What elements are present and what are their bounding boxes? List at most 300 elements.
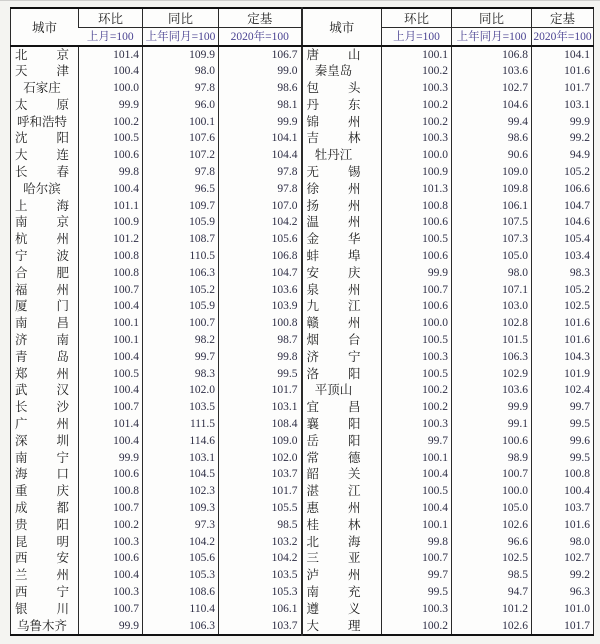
yoy-index-cell: 98.5	[452, 567, 532, 584]
city-name: 大理	[306, 618, 361, 633]
city-cell	[11, 399, 79, 416]
mom-index-cell: 100.1	[79, 332, 143, 349]
city-cell	[302, 248, 382, 265]
city-cell	[11, 332, 79, 349]
base-index-cell: 99.0	[219, 63, 302, 80]
base-index-cell: 105.6	[219, 231, 302, 248]
base-index-cell: 105.5	[219, 500, 302, 517]
yoy-index-cell: 106.3	[452, 349, 532, 366]
mom-index-cell: 99.5	[382, 584, 452, 601]
city-cell	[302, 500, 382, 517]
base-index-cell: 101.6	[532, 315, 594, 332]
city-cell	[11, 80, 79, 97]
city-cell	[11, 63, 79, 80]
city-name: 武汉	[15, 383, 69, 398]
city-cell	[11, 618, 79, 636]
yoy-index-cell: 107.5	[452, 214, 532, 231]
table-row	[11, 567, 594, 584]
city-name: 常德	[306, 450, 361, 465]
yoy-index-cell: 102.7	[452, 80, 532, 97]
base-index-cell: 104.4	[219, 147, 302, 164]
mom-index-cell: 99.9	[79, 97, 143, 114]
mom-index-cell: 100.1	[382, 450, 452, 467]
base-index-cell: 105.2	[532, 282, 594, 299]
city-name: 重庆	[15, 484, 69, 499]
base-index-cell: 108.4	[219, 416, 302, 433]
base-index-cell: 101.6	[532, 332, 594, 349]
city-name: 烟台	[306, 333, 361, 348]
city-cell	[302, 399, 382, 416]
mom-index-cell: 100.3	[382, 349, 452, 366]
yoy-index-cell: 107.2	[143, 147, 219, 164]
city-cell	[302, 80, 382, 97]
base-index-cell: 103.1	[219, 399, 302, 416]
city-name: 成都	[15, 501, 69, 516]
city-name: 泉州	[306, 282, 361, 297]
city-name: 包头	[306, 81, 361, 96]
city-name: 南宁	[15, 450, 69, 465]
base-index-cell: 101.7	[532, 618, 594, 636]
mom-index-cell: 100.7	[382, 550, 452, 567]
city-cell	[302, 282, 382, 299]
table-row	[11, 382, 594, 399]
city-cell	[11, 315, 79, 332]
city-cell	[302, 298, 382, 315]
city-name: 平顶山	[314, 383, 353, 398]
base-index-cell: 100.8	[532, 466, 594, 483]
mom-index-cell: 100.2	[382, 114, 452, 131]
yoy-index-cell: 108.7	[143, 231, 219, 248]
mom-index-cell: 101.2	[79, 231, 143, 248]
table-row	[11, 399, 594, 416]
city-cell	[302, 349, 382, 366]
yoy-index-cell: 107.6	[143, 130, 219, 147]
base-index-cell: 107.0	[219, 198, 302, 215]
yoy-index-cell: 105.0	[452, 500, 532, 517]
city-cell	[11, 46, 79, 64]
mom-index-cell: 100.6	[79, 466, 143, 483]
city-cell	[302, 450, 382, 467]
city-name: 大连	[15, 148, 69, 163]
yoy-index-cell: 103.5	[143, 399, 219, 416]
city-name: 广州	[15, 417, 69, 432]
mom-index-cell: 100.1	[382, 517, 452, 534]
city-name: 昆明	[15, 534, 69, 549]
table-row	[11, 198, 594, 215]
city-name: 湛江	[306, 484, 361, 499]
base-index-cell: 104.7	[532, 198, 594, 215]
base-index-cell: 102.4	[532, 382, 594, 399]
base-index-cell: 104.2	[219, 550, 302, 567]
city-cell	[11, 601, 79, 618]
city-name: 福州	[15, 282, 69, 297]
yoy-index-cell: 102.0	[143, 382, 219, 399]
header-mom-base-left: 上月=100	[79, 28, 143, 46]
base-index-cell: 97.8	[219, 164, 302, 181]
yoy-index-cell: 100.6	[452, 433, 532, 450]
base-index-cell: 97.8	[219, 181, 302, 198]
base-index-cell: 104.2	[219, 214, 302, 231]
base-index-cell: 103.7	[219, 466, 302, 483]
city-name: 宜昌	[306, 400, 361, 415]
city-name: 唐山	[306, 47, 361, 62]
mom-index-cell: 100.8	[79, 265, 143, 282]
base-index-cell: 99.6	[532, 433, 594, 450]
mom-index-cell: 100.7	[382, 282, 452, 299]
city-cell	[11, 97, 79, 114]
city-cell	[302, 618, 382, 636]
table-row	[11, 97, 594, 114]
base-index-cell: 99.5	[219, 366, 302, 383]
yoy-index-cell: 99.1	[452, 416, 532, 433]
city-name: 洛阳	[306, 366, 361, 381]
base-index-cell: 101.9	[532, 366, 594, 383]
yoy-index-cell: 105.9	[143, 298, 219, 315]
yoy-index-cell: 106.3	[143, 618, 219, 636]
base-index-cell: 109.0	[219, 433, 302, 450]
header-yoy-right: 同比	[452, 8, 532, 28]
mom-index-cell: 100.2	[382, 382, 452, 399]
table-row	[11, 298, 594, 315]
mom-index-cell: 100.0	[382, 315, 452, 332]
header-base-base-right: 2020年=100	[532, 28, 594, 46]
table-row	[11, 130, 594, 147]
city-cell	[302, 584, 382, 601]
base-index-cell: 106.6	[532, 181, 594, 198]
table-row	[11, 147, 594, 164]
mom-index-cell: 99.8	[79, 164, 143, 181]
base-index-cell: 101.7	[219, 382, 302, 399]
mom-index-cell: 100.8	[79, 483, 143, 500]
yoy-index-cell: 102.5	[452, 550, 532, 567]
header-yoy-base-left: 上年同月=100	[143, 28, 219, 46]
mom-index-cell: 100.5	[382, 332, 452, 349]
base-index-cell: 103.7	[219, 618, 302, 636]
city-name: 三亚	[306, 551, 361, 566]
yoy-index-cell: 98.3	[143, 366, 219, 383]
mom-index-cell: 100.4	[382, 500, 452, 517]
mom-index-cell: 100.0	[382, 147, 452, 164]
base-index-cell: 99.2	[532, 567, 594, 584]
table-row	[11, 483, 594, 500]
city-name: 北京	[15, 47, 69, 62]
base-index-cell: 98.6	[219, 80, 302, 97]
city-cell	[11, 130, 79, 147]
table-row	[11, 366, 594, 383]
mom-index-cell: 100.6	[79, 550, 143, 567]
mom-index-cell: 100.2	[79, 517, 143, 534]
city-cell	[302, 231, 382, 248]
city-name: 牡丹江	[314, 148, 353, 163]
city-name: 贵阳	[15, 517, 69, 532]
table-row	[11, 63, 594, 80]
city-cell	[11, 366, 79, 383]
base-index-cell: 94.9	[532, 147, 594, 164]
mom-index-cell: 100.4	[79, 63, 143, 80]
base-index-cell: 103.5	[219, 567, 302, 584]
city-name: 宁波	[15, 249, 69, 264]
yoy-index-cell: 94.7	[452, 584, 532, 601]
table-row	[11, 164, 594, 181]
header-mom-right: 环比	[382, 8, 452, 28]
yoy-index-cell: 114.6	[143, 433, 219, 450]
yoy-index-cell: 98.6	[452, 130, 532, 147]
yoy-index-cell: 106.1	[452, 198, 532, 215]
city-cell	[11, 466, 79, 483]
city-cell	[302, 466, 382, 483]
mom-index-cell: 100.1	[79, 315, 143, 332]
city-cell	[11, 181, 79, 198]
base-index-cell: 98.7	[219, 332, 302, 349]
yoy-index-cell: 103.1	[143, 450, 219, 467]
city-name: 襄阳	[306, 417, 361, 432]
city-name: 青岛	[15, 349, 69, 364]
city-cell	[11, 433, 79, 450]
city-name: 沈阳	[15, 131, 69, 146]
city-cell	[302, 416, 382, 433]
header-yoy-left: 同比	[143, 8, 219, 28]
city-name: 兰州	[15, 568, 69, 583]
city-cell	[302, 147, 382, 164]
mom-index-cell: 99.9	[79, 450, 143, 467]
mom-index-cell: 100.4	[79, 298, 143, 315]
city-cell	[11, 147, 79, 164]
table-row	[11, 231, 594, 248]
yoy-index-cell: 107.1	[452, 282, 532, 299]
city-cell	[302, 601, 382, 618]
table-row	[11, 46, 594, 64]
mom-index-cell: 99.9	[79, 618, 143, 636]
yoy-index-cell: 110.4	[143, 601, 219, 618]
table-row	[11, 433, 594, 450]
base-index-cell: 103.7	[532, 500, 594, 517]
base-index-cell: 106.7	[219, 46, 302, 64]
mom-index-cell: 100.4	[382, 466, 452, 483]
city-cell	[302, 63, 382, 80]
base-index-cell: 101.0	[532, 601, 594, 618]
city-name: 安庆	[306, 265, 361, 280]
mom-index-cell: 100.5	[79, 366, 143, 383]
price-index-table-container	[0, 1, 600, 636]
price-index-table	[10, 7, 594, 636]
city-cell	[11, 483, 79, 500]
city-name: 徐州	[306, 181, 361, 196]
table-row	[11, 550, 594, 567]
city-name: 太原	[15, 97, 69, 112]
city-cell	[11, 450, 79, 467]
base-index-cell: 98.5	[219, 517, 302, 534]
city-name: 哈尔滨	[23, 181, 61, 196]
mom-index-cell: 100.5	[382, 366, 452, 383]
city-cell	[302, 483, 382, 500]
mom-index-cell: 100.4	[79, 433, 143, 450]
table-row	[11, 114, 594, 131]
yoy-index-cell: 96.6	[452, 534, 532, 551]
city-name: 济南	[15, 333, 69, 348]
header-yoy-base-right: 上年同月=100	[452, 28, 532, 46]
header-city-right: 城市	[302, 8, 382, 46]
base-index-cell: 104.1	[532, 46, 594, 64]
city-name: 上海	[15, 198, 69, 213]
table-row	[11, 248, 594, 265]
base-index-cell: 98.1	[219, 97, 302, 114]
table-row	[11, 332, 594, 349]
yoy-index-cell: 103.6	[452, 382, 532, 399]
city-cell	[11, 248, 79, 265]
city-name: 西宁	[15, 585, 69, 599]
mom-index-cell: 100.1	[382, 46, 452, 64]
city-cell	[11, 265, 79, 282]
city-cell	[302, 433, 382, 450]
city-cell	[302, 130, 382, 147]
base-index-cell: 105.3	[219, 584, 302, 601]
table-row	[11, 214, 594, 231]
base-index-cell: 105.4	[532, 231, 594, 248]
city-name: 秦皇岛	[314, 64, 353, 79]
yoy-index-cell: 102.6	[452, 517, 532, 534]
city-cell	[11, 500, 79, 517]
table-row	[11, 416, 594, 433]
city-cell	[302, 332, 382, 349]
yoy-index-cell: 107.3	[452, 231, 532, 248]
mom-index-cell: 99.9	[382, 265, 452, 282]
table-row	[11, 315, 594, 332]
city-name: 深圳	[15, 433, 69, 448]
mom-index-cell: 100.7	[79, 601, 143, 618]
city-name: 桂林	[306, 517, 361, 532]
yoy-index-cell: 103.0	[452, 298, 532, 315]
city-name: 金华	[306, 232, 361, 247]
city-cell	[11, 114, 79, 131]
table-row	[11, 500, 594, 517]
header-base-left: 定基	[219, 8, 302, 28]
yoy-index-cell: 99.9	[452, 399, 532, 416]
mom-index-cell: 100.3	[382, 601, 452, 618]
city-cell	[11, 382, 79, 399]
mom-index-cell: 101.1	[79, 198, 143, 215]
base-index-cell: 102.7	[532, 550, 594, 567]
mom-index-cell: 100.2	[382, 63, 452, 80]
header-mom-base-right: 上月=100	[382, 28, 452, 46]
city-cell	[302, 315, 382, 332]
city-cell	[11, 198, 79, 215]
city-cell	[302, 550, 382, 567]
mom-index-cell: 99.7	[382, 567, 452, 584]
base-index-cell: 100.4	[532, 483, 594, 500]
yoy-index-cell: 99.7	[143, 349, 219, 366]
city-name: 遵义	[306, 601, 361, 616]
yoy-index-cell: 96.5	[143, 181, 219, 198]
city-name: 海口	[15, 467, 69, 482]
yoy-index-cell: 104.5	[143, 466, 219, 483]
mom-index-cell: 100.3	[79, 534, 143, 551]
yoy-index-cell: 106.3	[143, 265, 219, 282]
base-index-cell: 103.1	[532, 97, 594, 114]
city-name: 长沙	[15, 400, 69, 415]
city-name: 岳阳	[306, 433, 361, 448]
mom-index-cell: 100.3	[382, 80, 452, 97]
table-row	[11, 80, 594, 97]
base-index-cell: 106.8	[219, 248, 302, 265]
city-name: 吉林	[306, 131, 361, 146]
yoy-index-cell: 96.0	[143, 97, 219, 114]
base-index-cell: 104.7	[219, 265, 302, 282]
yoy-index-cell: 98.2	[143, 332, 219, 349]
city-name: 扬州	[306, 198, 361, 213]
base-index-cell: 99.9	[219, 114, 302, 131]
base-index-cell: 99.5	[532, 416, 594, 433]
city-name: 赣州	[306, 316, 361, 331]
mom-index-cell: 100.7	[79, 500, 143, 517]
yoy-index-cell: 105.0	[452, 248, 532, 265]
base-index-cell: 99.8	[219, 349, 302, 366]
mom-index-cell: 99.7	[382, 433, 452, 450]
city-cell	[302, 265, 382, 282]
table-row	[11, 534, 594, 551]
city-cell	[302, 534, 382, 551]
base-index-cell: 104.1	[219, 130, 302, 147]
city-cell	[11, 550, 79, 567]
city-name: 长春	[15, 165, 69, 180]
city-name: 南京	[15, 215, 69, 230]
city-name: 韶关	[306, 467, 361, 482]
city-cell	[302, 114, 382, 131]
table-row	[11, 450, 594, 467]
city-name: 济宁	[306, 349, 361, 364]
city-cell	[302, 97, 382, 114]
yoy-index-cell: 102.9	[452, 366, 532, 383]
yoy-index-cell: 108.6	[143, 584, 219, 601]
city-cell	[11, 282, 79, 299]
mom-index-cell: 100.3	[382, 416, 452, 433]
base-index-cell: 104.6	[532, 214, 594, 231]
city-cell	[302, 214, 382, 231]
city-name: 石家庄	[23, 81, 61, 96]
city-cell	[11, 164, 79, 181]
base-index-cell: 103.4	[532, 248, 594, 265]
city-name: 南充	[306, 585, 361, 599]
base-index-cell: 99.7	[532, 399, 594, 416]
city-name: 锦州	[306, 114, 361, 129]
header-city-left: 城市	[11, 8, 79, 46]
table-row	[11, 466, 594, 483]
yoy-index-cell: 104.6	[452, 97, 532, 114]
city-cell	[11, 298, 79, 315]
city-name: 温州	[306, 215, 361, 230]
base-index-cell: 103.6	[219, 282, 302, 299]
city-cell	[11, 567, 79, 584]
yoy-index-cell: 100.7	[143, 315, 219, 332]
base-index-cell: 101.6	[532, 63, 594, 80]
mom-index-cell: 100.7	[79, 399, 143, 416]
yoy-index-cell: 102.8	[452, 315, 532, 332]
yoy-index-cell: 98.0	[143, 63, 219, 80]
city-name: 惠州	[306, 501, 361, 516]
base-index-cell: 105.2	[532, 164, 594, 181]
header-base-base-left: 2020年=100	[219, 28, 302, 46]
table-row	[11, 349, 594, 366]
mom-index-cell: 100.2	[382, 399, 452, 416]
mom-index-cell: 101.4	[79, 416, 143, 433]
yoy-index-cell: 102.3	[143, 483, 219, 500]
yoy-index-cell: 105.3	[143, 567, 219, 584]
yoy-index-cell: 100.0	[452, 483, 532, 500]
city-name: 厦门	[15, 299, 69, 314]
city-cell	[302, 567, 382, 584]
base-index-cell: 101.6	[532, 517, 594, 534]
city-cell	[11, 534, 79, 551]
table-row	[11, 601, 594, 618]
